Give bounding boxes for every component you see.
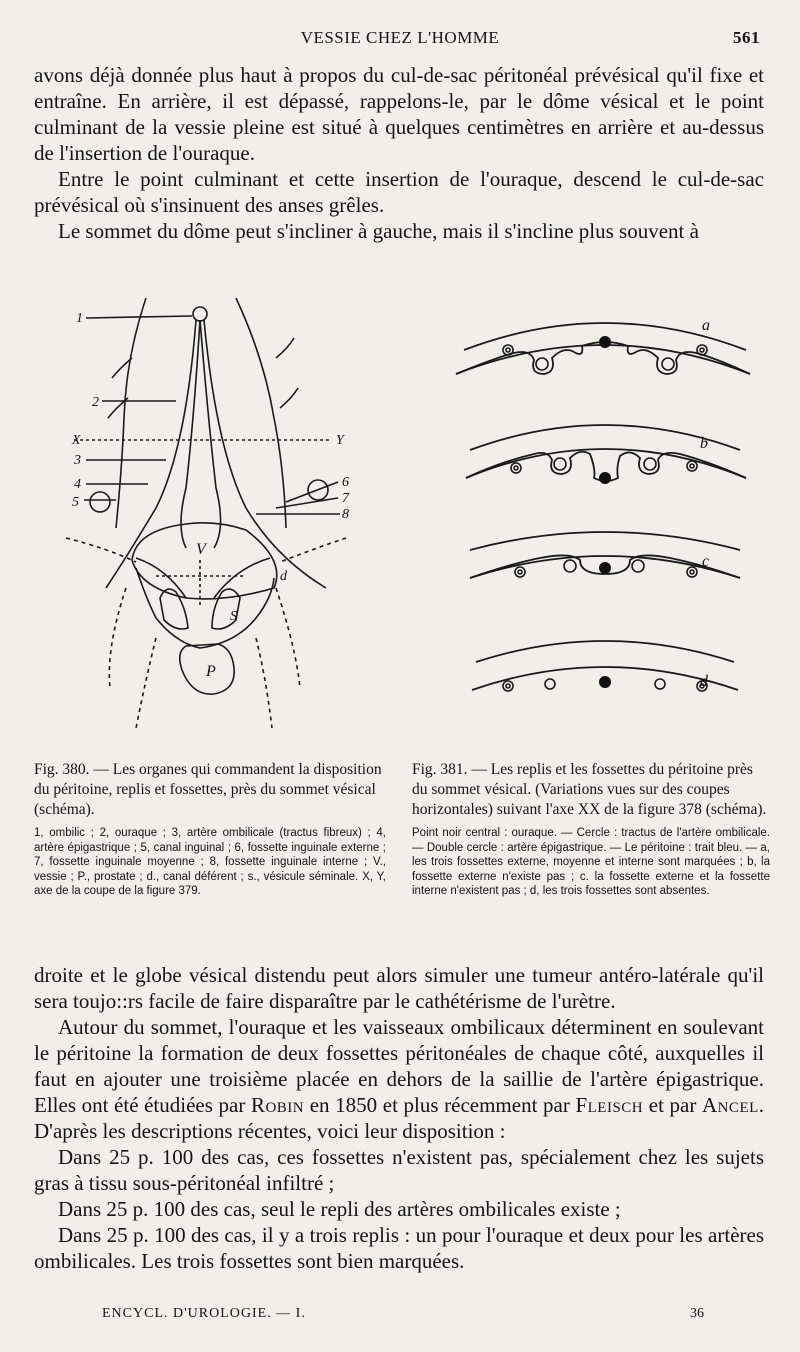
fig380-label-d: d — [280, 569, 287, 584]
paragraph: droite et le globe vésical distendu peut alors simuler une tumeur antéro-latérale qu'il sera toujo::rs facile de faire disparaître par le cathétérisme de l'urètre. — [34, 963, 764, 1013]
fig380-label-1: 1 — [76, 311, 83, 326]
paragraph: Autour du sommet, l'ouraque et les vaisseaux ombilicaux déterminent en soulevant le péritoine la formation de deux fossettes péritonéales de chaque côté, auxquelles il faut en ajouter une troisième placée en dehors de la saillie de l'artère épigastrique. Elles ont été étudiées par Robin en 1850 et plus récemment par Fleisch et par Ancel. D'après les descriptions récentes, voici leur disposition : — [34, 1015, 765, 1143]
fig380-label-7: 7 — [342, 491, 349, 506]
running-head — [0, 26, 800, 50]
footer-source: ENCYCL. D'UROLOGIE. — I. — [102, 1306, 306, 1321]
paragraph: Entre le point culminant et cette insertion de l'ouraque, descend le cul-de-sac prévésical où s'insinuent des anses grêles. — [34, 167, 764, 217]
paragraph: Dans 25 p. 100 des cas, il y a trois replis : un pour l'ouraque et deux pour les artères ombilicales. Les trois fossettes sont bien marquées. — [34, 1223, 764, 1273]
author-ancel: Ancel — [701, 1093, 759, 1117]
fig380-label-s: S — [230, 609, 237, 624]
bottom-text — [34, 962, 764, 1274]
paragraph: Dans 25 p. 100 des cas, seul le repli des artères ombilicales existe ; — [58, 1197, 621, 1221]
fig380-label-v: V — [196, 541, 206, 558]
paragraph: Le sommet du dôme peut s'incliner à gauche, mais il s'incline plus souvent à — [58, 219, 699, 243]
fig380-label-4: 4 — [74, 477, 81, 492]
footer-signature: 36 — [690, 1306, 704, 1321]
caption-fig-381 — [412, 760, 770, 899]
caption-title: Fig. 380. — Les organes qui commandent la disposition du péritoine, replis et fossettes, près du sommet vésical (schéma). — [34, 761, 382, 818]
fig381-label-d: d — [700, 673, 708, 690]
paragraph: Dans 25 p. 100 des cas, ces fossettes n'existent pas, spécialement chez les sujets gras à tissu sous-péritonéal infiltré ; — [34, 1145, 764, 1195]
fig381-label-b: b — [700, 435, 708, 452]
fig381-label-a: a — [702, 317, 710, 334]
fig380-label-6: 6 — [342, 475, 349, 490]
caption-legend: Point noir central : ouraque. — Cercle : tractus de l'artère ombilicale. — Double cercle : artère épigastrique. — Le péritoine : trait bleu. — a, les trois fossettes externe, moyenne et interne sont marquées ; b, la fossette externe n'existe pas ; c. la fossette externe et la fossette interne n'existent pas ; d, les trois fossettes sont absentes. — [412, 827, 770, 897]
caption-title: Fig. 381. — Les replis et les fossettes du péritoine près du sommet vésical. (Variations vues sur des coupes horizontales) suivant l'axe XX de la figure 378 (schéma). — [412, 761, 767, 818]
fig380-label-y: Y — [336, 433, 344, 448]
page-number: 561 — [733, 28, 760, 47]
fig380-label-2: 2 — [92, 395, 99, 410]
figure-381-drawing — [430, 298, 780, 748]
fig380-label-x: X — [72, 433, 81, 448]
fig380-label-3: 3 — [74, 453, 81, 468]
caption-legend: 1, ombilic ; 2, ouraque ; 3, artère ombilicale (tractus fibreux) ; 4, artère épigastrique ; 5, canal inguinal ; 6, fossette inguinale externe ; 7, fossette inguinale moyenne ; 8, fossette inguinale interne ; V., vessie ; P., prostate ; d., canal déférent ; s., vésicule séminale. X, Y, axe de la coupe de la figure 379. — [34, 827, 386, 897]
fig381-label-c: c — [702, 553, 710, 570]
figure-380-drawing — [36, 298, 386, 748]
author-robin: Robin — [250, 1093, 305, 1117]
fig380-label-8: 8 — [342, 507, 349, 522]
top-text — [34, 62, 764, 244]
author-fleisch: Fleisch — [575, 1093, 644, 1117]
caption-fig-380 — [34, 760, 386, 899]
figure-380 — [36, 298, 386, 748]
fig380-label-5: 5 — [72, 495, 79, 510]
figure-381 — [430, 298, 780, 748]
paragraph: avons déjà donnée plus haut à propos du cul-de-sac péritonéal prévésical qu'il fixe et entraîne. En arrière, il est dépassé, rappelons-le, par le dôme vésical et le point culminant de la vessie pleine est situé à quelques centimètres en arrière et au-dessus de l'insertion de l'ouraque. — [34, 63, 764, 165]
fig380-label-p: P — [206, 663, 216, 680]
running-title: VESSIE CHEZ L'HOMME — [300, 28, 500, 47]
page-footer — [0, 1306, 800, 1330]
